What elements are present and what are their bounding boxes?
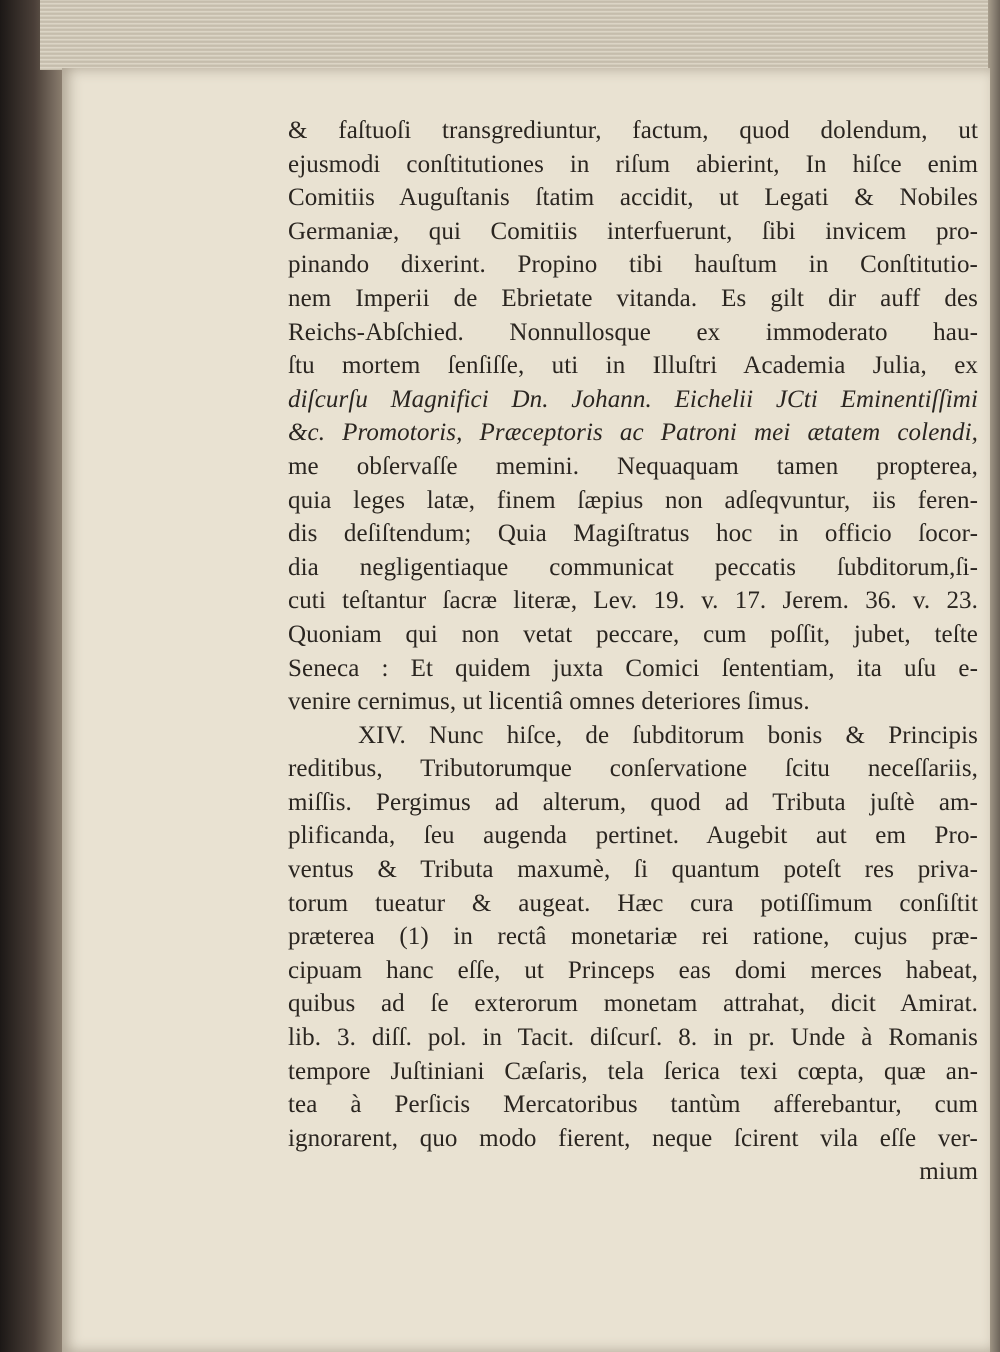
- text-line: plificanda, ſeu augenda pertinet. Augebit aut em Pro-: [288, 822, 978, 850]
- text-line: quibus ad ſe exterorum monetam attrahat, dicit Amirat.: [288, 990, 978, 1018]
- text-line: tempore Juſtiniani Cæſaris, tela ſerica texi cœpta, quæ an-: [288, 1057, 978, 1085]
- text-line: pinando dixerint. Propino tibi hauſtum in Conſtitutio-: [288, 251, 978, 279]
- text-line: dia negligentiaque communicat peccatis ſubditorum,ſi-: [288, 553, 978, 581]
- text-line: ejusmodi conſtitutiones in riſum abierint, In hiſce enim: [288, 150, 978, 178]
- page-text-block: [288, 114, 978, 1189]
- text-line: ventus & Tributa maxumè, ſi quantum poteſt res priva-: [288, 856, 978, 884]
- catchword: mium: [919, 1158, 978, 1186]
- text-line: & faſtuoſi transgrediuntur, factum, quod dolendum, ut: [288, 117, 978, 144]
- text-line: Quoniam qui non vetat peccare, cum poſſit, jubet, teſte: [288, 620, 978, 648]
- text-line: ignorarent, quo modo fierent, neque ſcirent vila eſſe ver-: [288, 1124, 978, 1152]
- text-line: torum tueatur & augeat. Hæc cura potiſſimum conſiſtit: [288, 889, 978, 917]
- text-line: quia leges latæ, finem ſæpius non adſeqvuntur, iis feren-: [288, 486, 978, 514]
- text-line: tea à Perſicis Mercatoribus tantùm afferebantur, cum: [288, 1091, 978, 1119]
- text-line: nem Imperii de Ebrietate vitanda. Es gilt dir auff des: [288, 284, 978, 312]
- paragraph-end-line: venire cernimus, ut licentiâ omnes deteriores ſimus.: [288, 688, 810, 716]
- text-line: Seneca : Et quidem juxta Comici ſententiam, ita uſu e-: [288, 654, 978, 682]
- text-line: miſſis. Pergimus ad alterum, quod ad Tributa juſtè am-: [288, 788, 978, 816]
- text-line: reditibus, Tributorumque conſervatione ſcitu neceſſariis,: [288, 755, 978, 783]
- text-line: ſtu mortem ſenſiſſe, uti in Illuſtri Academia Julia, ex: [288, 352, 978, 380]
- book-page: [62, 68, 990, 1352]
- section-start-line: XIV. Nunc hiſce, de ſubditorum bonis & Principis: [358, 721, 978, 749]
- text-line: dis deſiſtendum; Quia Magiſtratus hoc in officio ſocor-: [288, 520, 978, 548]
- text-line: Germaniæ, qui Comitiis interfuerunt, ſibi invicem pro-: [288, 217, 978, 245]
- text-line: &c. Promotoris, Præceptoris ac Patroni mei ætatem colendi,: [288, 419, 978, 447]
- text-line: me obſervaſſe memini. Nequaquam tamen propterea,: [288, 452, 978, 480]
- book-spine-edge: [0, 0, 62, 1352]
- text-line: cipuam hanc eſſe, ut Princeps eas domi merces habeat,: [288, 956, 978, 984]
- text-line: Reichs-Abſchied. Nonnullosque ex immoderato hau-: [288, 318, 978, 346]
- text-line: cuti teſtantur ſacræ literæ, Lev. 19. v. 17. Jerem. 36. v. 23.: [288, 587, 978, 615]
- book-page-stack-edge: [40, 0, 1000, 70]
- text-line: præterea (1) in rectâ monetariæ rei ratione, cujus præ-: [288, 923, 978, 951]
- text-line: diſcurſu Magnifici Dn. Johann. Eichelii JCti Eminentiſſimi: [288, 385, 978, 413]
- text-line: lib. 3. diſſ. pol. in Tacit. diſcurſ. 8. in pr. Unde à Romanis: [288, 1024, 978, 1052]
- text-line: Comitiis Auguſtanis ſtatim accidit, ut Legati & Nobiles: [288, 184, 978, 212]
